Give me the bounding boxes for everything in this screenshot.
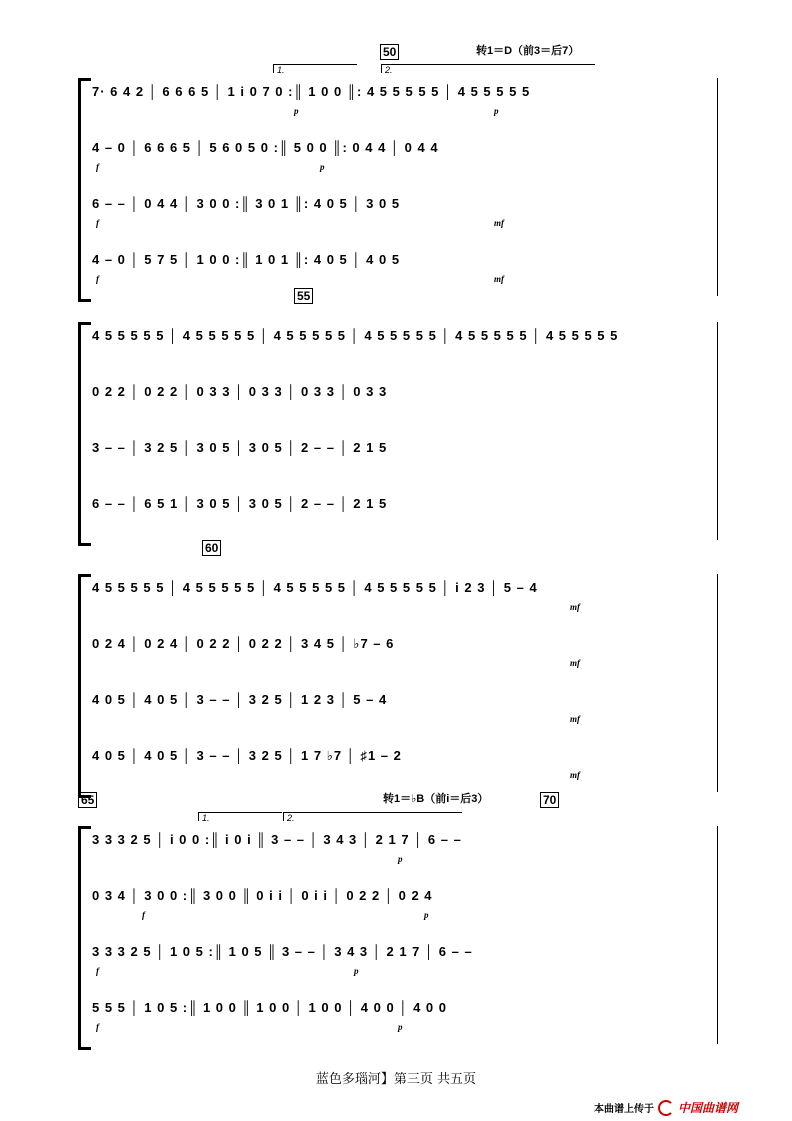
score-system bbox=[78, 541, 718, 798]
dynamic-mark: f bbox=[96, 966, 99, 976]
measure-number: 65 bbox=[78, 792, 97, 808]
staff-part-3 bbox=[92, 434, 718, 474]
measure-number: 70 bbox=[540, 792, 559, 808]
staff-part-4 bbox=[92, 742, 718, 782]
dynamic-mark: p bbox=[320, 162, 325, 172]
notation-line: 6 – – │ 6 5 1 │ 3 0 5 │ 3 0 5 │ 2 – – │ 2 1 5 bbox=[92, 496, 388, 511]
system-bracket bbox=[78, 78, 91, 302]
measure-number: 50 bbox=[380, 44, 399, 60]
measure-number: 55 bbox=[294, 288, 313, 304]
notation-line: 0 2 4 │ 0 2 4 │ 0 2 2 │ 0 2 2 │ 3 4 5 │ ♭7 – 6 bbox=[92, 636, 395, 651]
notation-line: 4 5 5 5 5 5 │ 4 5 5 5 5 5 │ 4 5 5 5 5 5 │ 4 5 5 5 5 5 │ 4 5 5 5 5 5 │ 4 5 5 5 5 5 bbox=[92, 328, 619, 343]
dynamic-mark: mf bbox=[570, 770, 580, 780]
site-logo-icon bbox=[658, 1100, 674, 1116]
volta-bracket: 1. bbox=[273, 64, 357, 73]
notation-line: 3 3 3 2 5 │ i 0 0 :║ i 0 i ║ 3 – – │ 3 4 3 │ 2 1 7 │ 6 – – bbox=[92, 832, 462, 847]
dynamic-mark: mf bbox=[570, 602, 580, 612]
dynamic-mark: p bbox=[424, 910, 429, 920]
system-end-barline bbox=[717, 322, 718, 540]
dynamic-mark: p bbox=[398, 854, 403, 864]
staff-part-1 bbox=[92, 322, 718, 362]
dynamic-mark: mf bbox=[570, 658, 580, 668]
notation-line: 0 2 2 │ 0 2 2 │ 0 3 3 │ 0 3 3 │ 0 3 3 │ 0 3 3 bbox=[92, 384, 388, 399]
system-end-barline bbox=[717, 826, 718, 1044]
notation-line: 0 3 4 │ 3 0 0 :║ 3 0 0 ║ 0 i i │ 0 i i │ 0 2 2 │ 0 2 4 bbox=[92, 888, 433, 903]
dynamic-mark: p bbox=[494, 106, 499, 116]
dynamic-mark: f bbox=[96, 274, 99, 284]
staff-part-4 bbox=[92, 246, 718, 286]
dynamic-mark: mf bbox=[570, 714, 580, 724]
notation-line: 6 – – │ 0 4 4 │ 3 0 0 :║ 3 0 1 ║: 4 0 5 │ 3 0 5 bbox=[92, 196, 401, 211]
dynamic-mark: p bbox=[398, 1022, 403, 1032]
score-system bbox=[78, 45, 718, 302]
volta-bracket: 2. bbox=[381, 64, 595, 73]
dynamic-mark: mf bbox=[494, 274, 504, 284]
dynamic-mark: mf bbox=[494, 218, 504, 228]
credit-label: 本曲谱上传于 bbox=[594, 1104, 654, 1115]
key-change: 转1＝D（前3＝后7） bbox=[476, 45, 580, 57]
dynamic-mark: f bbox=[96, 1022, 99, 1032]
dynamic-mark: f bbox=[96, 218, 99, 228]
dynamic-mark: p bbox=[354, 966, 359, 976]
staff-part-3 bbox=[92, 938, 718, 978]
volta-bracket: 1. bbox=[198, 812, 282, 821]
page-footer: 蓝色多瑙河】第三页 共五页 bbox=[315, 1072, 477, 1087]
staff-part-3 bbox=[92, 190, 718, 230]
notation-line: 4 5 5 5 5 5 │ 4 5 5 5 5 5 │ 4 5 5 5 5 5 │ 4 5 5 5 5 5 │ i 2 3 │ 5 – 4 bbox=[92, 580, 538, 595]
staff-part-4 bbox=[92, 490, 718, 530]
notation-line: 3 3 3 2 5 │ 1 0 5 :║ 1 0 5 ║ 3 – – │ 3 4 3 │ 2 1 7 │ 6 – – bbox=[92, 944, 473, 959]
notation-line: 5 5 5 │ 1 0 5 :║ 1 0 0 ║ 1 0 0 │ 1 0 0 │ 4 0 0 │ 4 0 0 bbox=[92, 1000, 447, 1015]
system-end-barline bbox=[717, 574, 718, 792]
volta-bracket: 2. bbox=[283, 812, 462, 821]
staff-part-1 bbox=[92, 78, 718, 118]
site-name: 中国曲谱网 bbox=[678, 1101, 739, 1115]
measure-number: 60 bbox=[202, 540, 221, 556]
notation-line: 4 – 0 │ 5 7 5 │ 1 0 0 :║ 1 0 1 ║: 4 0 5 │ 4 0 5 bbox=[92, 252, 401, 267]
score-system bbox=[78, 793, 718, 1050]
system-bracket bbox=[78, 574, 91, 798]
dynamic-mark: p bbox=[294, 106, 299, 116]
staff-part-2 bbox=[92, 134, 718, 174]
dynamic-mark: f bbox=[96, 162, 99, 172]
staff-part-4 bbox=[92, 994, 718, 1034]
notation-line: 7· 6 4 2 │ 6 6 6 5 │ 1 i 0 7 0 :║ 1 0 0 ║: 4 5 5 5 5 5 │ 4 5 5 5 5 5 bbox=[92, 84, 531, 99]
dynamic-mark: f bbox=[142, 910, 145, 920]
upload-credit bbox=[594, 1099, 738, 1116]
score-system bbox=[78, 289, 718, 546]
staff-part-3 bbox=[92, 686, 718, 726]
notation-line: 4 0 5 │ 4 0 5 │ 3 – – │ 3 2 5 │ 1 7 ♭7 │ ♯1 – 2 bbox=[92, 748, 402, 763]
notation-line: 3 – – │ 3 2 5 │ 3 0 5 │ 3 0 5 │ 2 – – │ 2 1 5 bbox=[92, 440, 388, 455]
staff-part-2 bbox=[92, 630, 718, 670]
staff-part-2 bbox=[92, 378, 718, 418]
staff-part-1 bbox=[92, 574, 718, 614]
system-end-barline bbox=[717, 78, 718, 296]
staff-part-1 bbox=[92, 826, 718, 866]
system-bracket bbox=[78, 826, 91, 1050]
key-change: 转1＝♭B（前i＝后3） bbox=[383, 793, 489, 805]
notation-line: 4 – 0 │ 6 6 6 5 │ 5 6 0 5 0 :║ 5 0 0 ║: 0 4 4 │ 0 4 4 bbox=[92, 140, 439, 155]
system-bracket bbox=[78, 322, 91, 546]
notation-line: 4 0 5 │ 4 0 5 │ 3 – – │ 3 2 5 │ 1 2 3 │ 5 – 4 bbox=[92, 692, 388, 707]
staff-part-2 bbox=[92, 882, 718, 922]
